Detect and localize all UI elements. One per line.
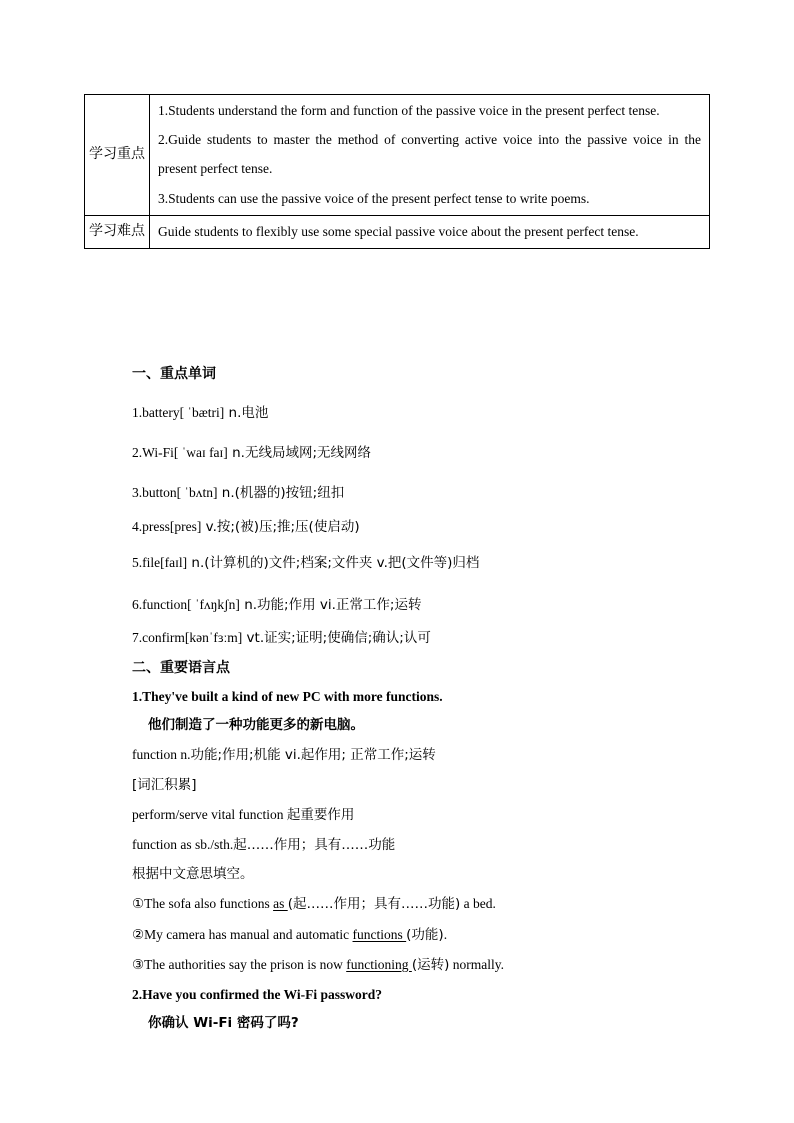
vocab-meaning: n.(机器的)按钮;纽扣	[217, 485, 345, 501]
exercise-text: My camera has manual and automatic	[144, 926, 353, 942]
phrase-chinese: 起重要作用	[286, 806, 355, 823]
vocab-meaning: n.电池	[224, 405, 269, 421]
vocab-item	[132, 510, 732, 544]
exercise-text: a bed.	[460, 896, 496, 912]
vocab-item	[132, 476, 732, 510]
table-row	[85, 95, 710, 216]
example-sentence: 2.Have you confirmed the Wi-Fi password?	[132, 987, 383, 1003]
key-points-label: 学习重点	[85, 95, 150, 216]
vocab-accumulation-heading: [词汇积累]	[132, 776, 197, 793]
phrase-english: function as sb./sth.	[132, 837, 234, 853]
exercise-text: normally.	[449, 956, 504, 972]
vocab-word: 1.battery[ ˈbætri]	[132, 405, 225, 420]
exercise-hint: (起……作用；具有……功能)	[287, 896, 461, 913]
vocab-meaning: n.功能;作用 vi.正常工作;运转	[239, 597, 422, 613]
vocab-item	[132, 588, 732, 622]
phrase-english: perform/serve vital function	[132, 806, 287, 822]
exercise-instruction: 根据中文意思填空。	[132, 866, 254, 883]
exercise-item	[132, 920, 732, 950]
exercise-item	[132, 950, 732, 980]
vocab-word: 5.file[faɪl]	[132, 555, 188, 570]
exercise-hint: (功能)	[406, 926, 444, 943]
definition-meaning: 功能;作用;机能 vi.起作用; 正常工作;运转	[190, 747, 436, 764]
exercise-text: The sofa also functions	[144, 896, 274, 912]
vocab-item	[132, 546, 732, 580]
vocab-meaning: n.无线局域网;无线网络	[227, 445, 371, 461]
exercise-item	[132, 889, 732, 919]
exercise-number: ③	[132, 956, 145, 973]
exercise-number: ②	[132, 926, 145, 943]
exercise-hint: (运转)	[411, 956, 450, 973]
learning-goals-table	[84, 94, 710, 249]
exercise-number: ①	[132, 896, 145, 913]
exercise-text: The authorities say the prison is now	[144, 956, 347, 972]
goal-item: 2.Guide students to master the method of converting active voice into the passive voice in the present perfect tense.	[158, 132, 701, 177]
vocab-item	[132, 622, 732, 654]
phrase-item	[132, 830, 732, 860]
vocab-item	[132, 396, 732, 430]
points-section-title: 二、重要语言点	[132, 660, 230, 676]
key-points-content	[150, 95, 710, 216]
word-definition	[132, 740, 732, 770]
vocab-word: 3.button[ ˈbʌtn]	[132, 485, 218, 500]
goal-item: 1.Students understand the form and function of the passive voice in the present perfect tense.	[158, 103, 660, 118]
table-row	[85, 215, 710, 248]
definition-word: function n.	[132, 747, 191, 763]
vocab-meaning: n.(计算机的)文件;档案;文件夹 v.把(文件等)归档	[187, 555, 480, 571]
vocab-word: 4.press[pres]	[132, 519, 202, 534]
vocab-word: 2.Wi-Fi[ ˈwaɪ faɪ]	[132, 445, 228, 460]
vocab-section-title: 一、重点单词	[132, 366, 216, 382]
vocab-word: 7.confirm[kənˈfɜːm]	[132, 630, 243, 645]
example-translation: 他们制造了一种功能更多的新电脑。	[148, 717, 364, 734]
example-sentence: 1.They've built a kind of new PC with more functions.	[132, 689, 443, 704]
exercise-answer: functioning	[346, 956, 412, 972]
vocab-item	[132, 436, 732, 470]
example-translation: 你确认 Wi-Fi 密码了吗?	[148, 1015, 299, 1032]
phrase-item	[132, 800, 732, 830]
phrase-chinese: 起……作用；具有……功能	[233, 837, 396, 854]
main-content	[132, 360, 732, 1038]
goal-item: 3.Students can use the passive voice of the present perfect tense to write poems.	[158, 190, 590, 206]
exercise-answer: functions	[352, 926, 407, 942]
difficult-points-label: 学习难点	[85, 215, 150, 248]
exercise-answer: as	[273, 896, 288, 912]
vocab-meaning: v.按;(被)压;推;压(使启动)	[201, 519, 360, 535]
vocab-word: 6.function[ ˈfʌŋkʃn]	[132, 597, 240, 612]
vocab-meaning: vt.证实;证明;使确信;确认;认可	[242, 630, 431, 646]
exercise-text: .	[443, 926, 448, 942]
difficult-points-content	[150, 215, 710, 248]
goal-item: Guide students to flexibly use some special passive voice about the present perfect tense.	[158, 223, 639, 239]
